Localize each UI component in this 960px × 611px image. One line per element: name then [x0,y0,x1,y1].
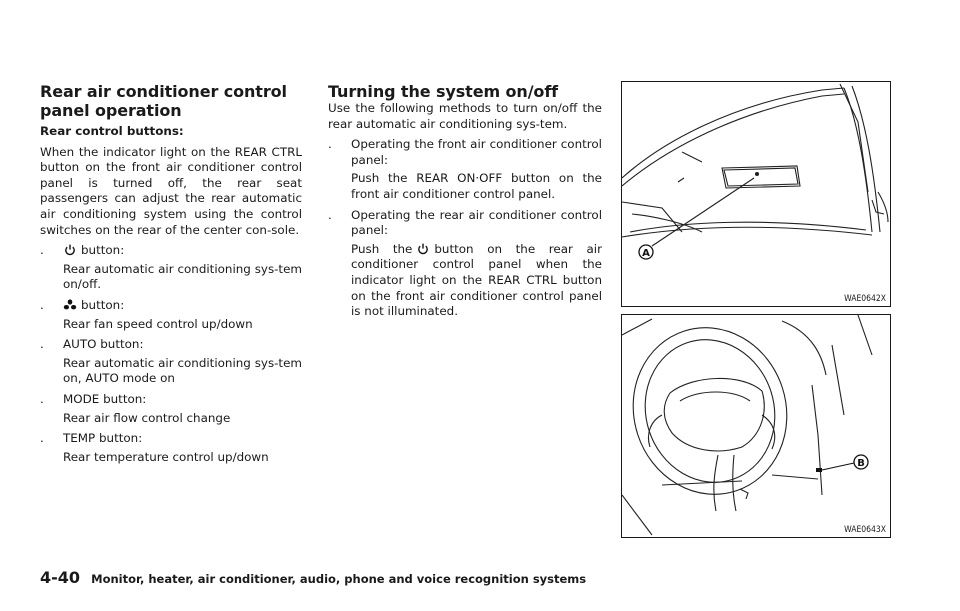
rear-panel-desc-before: Push the [351,241,413,256]
mode-button-label: MODE button: [63,391,147,406]
power-icon [63,244,77,256]
page-footer [40,568,586,587]
rear-panel-desc-after: button on the rear air conditioner control panel when the indicator light on the REAR CTRL button on the front air conditioner control panel is not illuminated. [351,241,602,319]
temp-button-desc: Rear temperature control up/down [63,449,269,464]
bullet-dot: . [40,243,44,258]
rear-control-buttons-subhead: Rear control buttons: [40,124,184,138]
middle-body [328,101,602,320]
fan-button-desc: Rear fan speed control up/down [63,316,253,331]
list-item-temp [40,431,302,465]
bullet-dot: . [40,337,44,352]
bullet-dot: . [40,391,44,406]
bullet-dot: . [328,137,332,152]
figure-caption-2: WAE0643X [844,525,886,535]
rear-panel-desc [351,242,602,320]
callout-a [639,245,653,259]
windshield-illustration [622,82,890,306]
list-item-front-panel [328,137,602,202]
fan-button-label: button: [81,297,125,312]
auto-button-label: AUTO button: [63,337,144,352]
figure-windshield [621,81,891,307]
chapter-title: Monitor, heater, air conditioner, audio, phone and voice recognition systems [91,572,587,586]
bullet-dot: . [328,207,332,222]
rear-panel-intro: When the indicator light on the REAR CTRL button on the front air conditioner control panel is turned off, the rear seat passengers can adjust the rear automatic air conditioning system using the control switches on the rear of the center con-sole. [40,144,302,237]
mode-button-desc: Rear air flow control change [63,410,231,425]
steering-wheel-illustration [622,315,890,537]
rear-panel-label: Operating the rear air conditioner control panel: [351,207,602,238]
fan-icon [63,299,77,311]
list-item-power [40,243,302,293]
left-body [40,124,302,465]
power-button-label: button: [81,243,125,258]
section-heading-turning-on-off: Turning the system on/off [328,82,559,101]
bullet-dot: . [40,431,44,446]
list-item-fan [40,298,302,332]
list-item-rear-panel [328,208,602,320]
callout-b [854,455,868,469]
turning-intro: Use the following methods to turn on/off the rear automatic air conditioning sys-tem. [328,101,602,131]
figure-caption-1: WAE0642X [844,294,886,304]
figure-steering-wheel [621,314,891,538]
callout-b-label: B [857,458,865,469]
power-icon [416,243,430,255]
front-panel-label: Operating the front air conditioner control panel: [351,137,602,167]
section-heading-rear-panel: Rear air conditioner control panel operation [40,82,287,120]
bullet-dot: . [40,297,44,312]
callout-a-label: A [642,248,650,259]
auto-button-desc: Rear automatic air conditioning sys-tem on, AUTO mode on [63,355,302,386]
list-item-mode [40,392,302,426]
front-panel-desc: Push the REAR ON·OFF button on the front air conditioner control panel. [351,171,602,201]
list-item-auto [40,337,302,387]
power-button-desc: Rear automatic air conditioning sys-tem on/off. [63,261,302,292]
page-number: 4-40 [40,568,81,587]
temp-button-label: TEMP button: [63,431,143,446]
